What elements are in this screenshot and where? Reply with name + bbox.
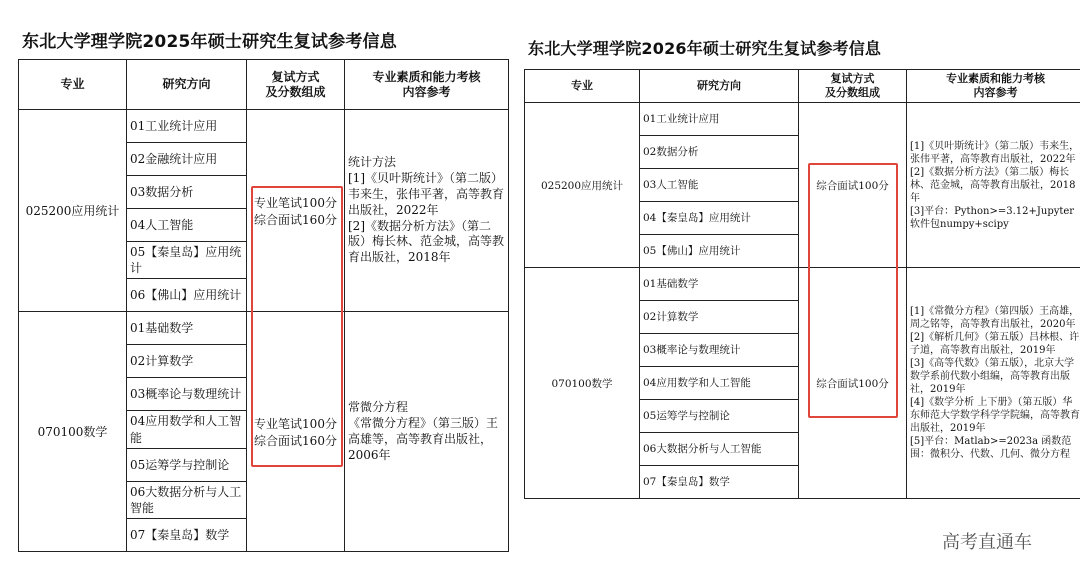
direction-cell: 01工业统计应用 — [127, 110, 247, 143]
direction-cell: 06【佛山】应用统计 — [127, 279, 247, 312]
header-row — [525, 70, 1080, 103]
direction-cell: 02数据分析 — [640, 136, 799, 169]
exam-method-cell: 综合面试100分 — [799, 103, 907, 268]
direction-cell: 01基础数学 — [127, 312, 247, 345]
exam-method-cell: 综合面试100分 — [799, 268, 907, 499]
direction-cell: 02金融统计应用 — [127, 143, 247, 176]
header-direction: 研究方向 — [127, 60, 247, 110]
right-table-title: 东北大学理学院2026年硕士研究生复试参考信息 — [528, 39, 882, 58]
reference-content-cell: 统计方法 [1]《贝叶斯统计》（第二版）韦来生，张伟平著，高等教育出版社，2022年 [2]《数据分析方法》（第二版）梅长林、范金城，高等教育出版社，2018年 — [345, 110, 509, 312]
major-cell: 070100数学 — [525, 268, 640, 499]
direction-cell: 02计算数学 — [127, 345, 247, 378]
direction-cell: 04【秦皇岛】应用统计 — [640, 202, 799, 235]
direction-cell: 06大数据分析与人工智能 — [127, 481, 247, 518]
direction-cell: 01基础数学 — [640, 268, 799, 301]
exam-method-cell: 专业笔试100分 综合面试160分 — [247, 110, 345, 312]
header-major: 专业 — [19, 60, 127, 110]
direction-cell: 03概率论与数理统计 — [640, 334, 799, 367]
header-reference-content: 专业素质和能力考核 内容参考 — [345, 60, 509, 110]
left-method-highlight — [251, 186, 343, 467]
direction-cell: 03人工智能 — [640, 169, 799, 202]
major-cell: 025200应用统计 — [525, 103, 640, 268]
direction-cell: 01工业统计应用 — [640, 103, 799, 136]
direction-cell: 04应用数学和人工智能 — [640, 367, 799, 400]
direction-cell: 04人工智能 — [127, 209, 247, 242]
direction-cell: 02计算数学 — [640, 301, 799, 334]
direction-cell: 05【秦皇岛】应用统计 — [127, 242, 247, 279]
header-exam-method: 复试方式 及分数组成 — [247, 60, 345, 110]
reference-content-cell: [1]《常微分方程》（第四版）王高雄，周之铭等，高等教育出版社，2020年 [2]《解析几何》（第五版）吕林根、许子道，高等教育出版社，2019年 [3]《高等代数》（第五版），北京大学数学系前代数小组编，高等教育出版社，2019年 [4]《数学分析 上下册》（第五版）华东师范大学数学科学学院编，高等教育出版社，2019年 [5]平台：Matlab>=2023a 函数范围：微积分、代数、几何、微分方程 — [907, 268, 1080, 499]
left-table-title: 东北大学理学院2025年硕士研究生复试参考信息 — [22, 32, 397, 52]
header-direction: 研究方向 — [640, 70, 799, 103]
watermark-text: 高考直通车 — [942, 532, 1032, 553]
major-cell: 070100数学 — [19, 312, 127, 552]
direction-cell: 03数据分析 — [127, 176, 247, 209]
header-major: 专业 — [525, 70, 640, 103]
table-row — [19, 110, 509, 143]
direction-cell: 05【佛山】应用统计 — [640, 235, 799, 268]
direction-cell: 04应用数学和人工智能 — [127, 411, 247, 448]
reference-content-cell: [1]《贝叶斯统计》（第二版）韦来生，张伟平著，高等教育出版社，2022年 [2]《数据分析方法》（第二版）梅长林、范金城，高等教育出版社，2018年 [3]平台：Python>=3.12+Jupyter软件包numpy+scipy — [907, 103, 1080, 268]
header-reference-content: 专业素质和能力考核 内容参考 — [907, 70, 1080, 103]
direction-cell: 06大数据分析与人工智能 — [640, 433, 799, 466]
direction-cell: 03概率论与数理统计 — [127, 378, 247, 411]
direction-cell: 07【秦皇岛】数学 — [640, 466, 799, 499]
right-method-highlight — [808, 163, 898, 418]
exam-method-cell: 专业笔试100分 综合面试160分 — [247, 312, 345, 552]
header-exam-method: 复试方式 及分数组成 — [799, 70, 907, 103]
reference-content-cell: 常微分方程 《常微分方程》（第三版）王高雄等，高等教育出版社，2006年 — [345, 312, 509, 552]
right-info-table — [524, 69, 1080, 499]
direction-cell: 05运筹学与控制论 — [640, 400, 799, 433]
direction-cell: 05运筹学与控制论 — [127, 448, 247, 481]
direction-cell: 07【秦皇岛】数学 — [127, 519, 247, 552]
major-cell: 025200应用统计 — [19, 110, 127, 312]
header-row — [19, 60, 509, 110]
table-row — [525, 103, 1080, 136]
table-row — [525, 268, 1080, 301]
